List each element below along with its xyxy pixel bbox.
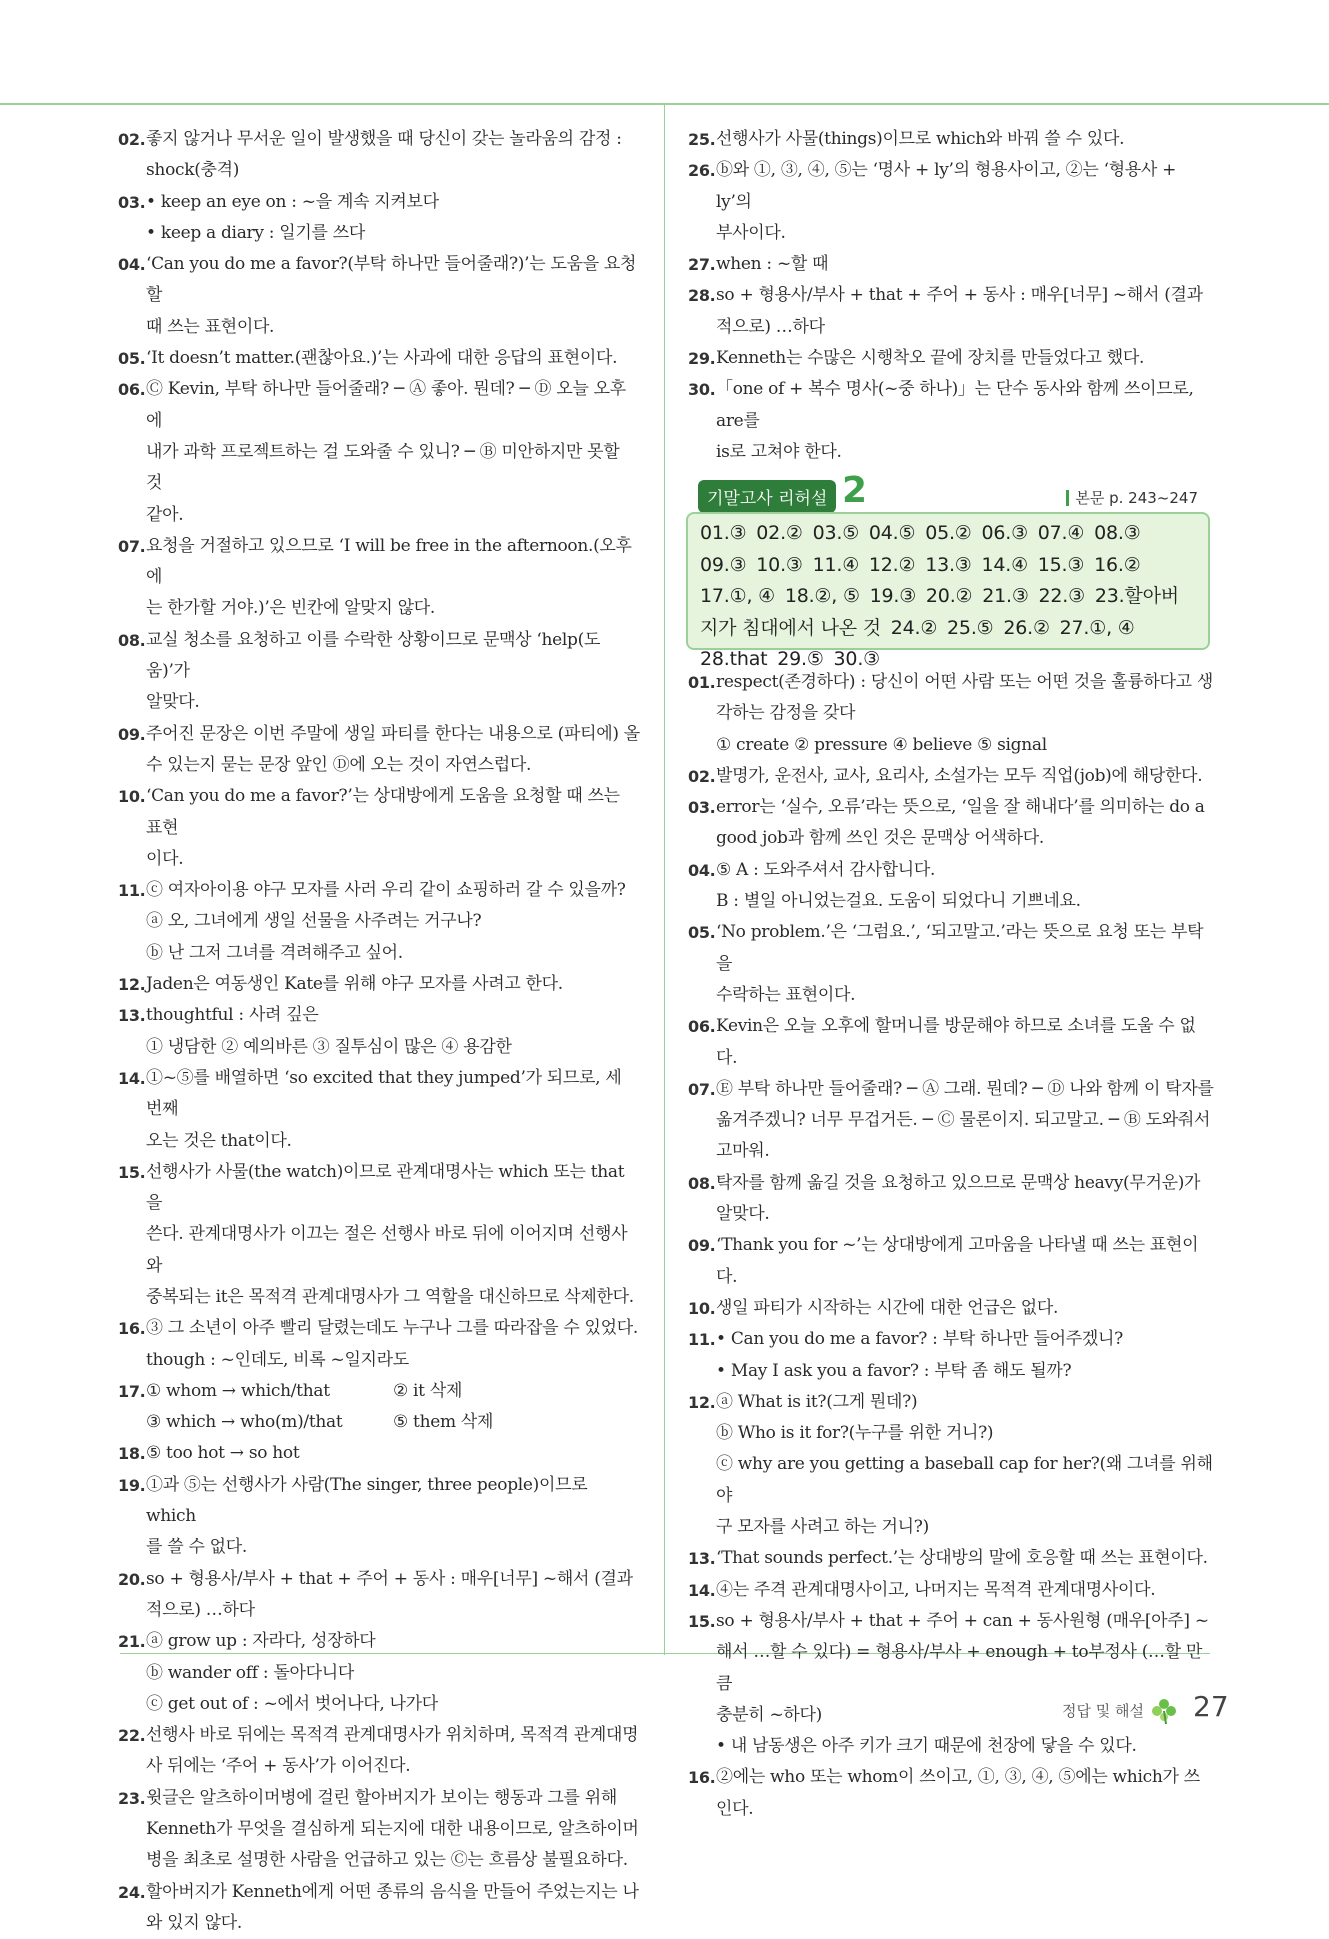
explanation-item (118, 875, 640, 969)
item-number: 07. (118, 536, 146, 556)
explanation-item (118, 374, 640, 530)
item-number: 11. (688, 1330, 716, 1350)
explanation-item (688, 761, 1214, 792)
item-line: 선행사가 사물(the watch)이므로 관계대명사는 which 또는 that을 (146, 1161, 625, 1214)
item-text (716, 855, 1214, 918)
item-line: ④는 주격 관계대명사이고, 나머지는 목적격 관계대명사이다. (716, 1579, 1156, 1600)
item-line: 와 있지 않다. (146, 1912, 242, 1933)
item-number: 30. (688, 380, 716, 400)
answer-entry: 12.② (868, 553, 922, 576)
explanation-item (118, 625, 640, 719)
answer-entry: 18.②, ⑤ (784, 585, 866, 607)
item-text (716, 374, 1214, 468)
item-line: Kevin은 오늘 오후에 할머니를 방문해야 하므로 소녀를 도울 수 없다. (716, 1016, 1196, 1068)
item-line: 같아. (146, 504, 184, 525)
item-line (146, 1376, 640, 1407)
answer-entry: 13.③ (925, 553, 978, 576)
item-line: respect(존경하다) : 당신이 어떤 사람 또는 어떤 것을 훌륭하다고 생 (716, 672, 1213, 692)
item-text (146, 1783, 640, 1877)
answer-entry: 14.④ (981, 553, 1034, 576)
item-number: 21. (118, 1632, 146, 1652)
item-number: 16. (118, 1319, 146, 1339)
item-line: ③ 그 소년이 아주 빨리 달렸는데도 누구나 그를 따라잡을 수 있었다. (146, 1318, 639, 1339)
item-text (716, 124, 1214, 155)
answer-entry: 20.② (925, 585, 979, 607)
item-number: 25. (688, 130, 716, 149)
item-text (146, 531, 640, 625)
answer-entry: 15.③ (1037, 553, 1091, 576)
explanation-item (688, 1074, 1214, 1168)
explanation-item (118, 1783, 640, 1877)
item-line: 를 쓸 수 없다. (146, 1537, 248, 1558)
section-badge: 기말고사 리허설 (698, 480, 836, 513)
item-line: 내가 과학 프로젝트하는 걸 도와줄 수 있니? ─ Ⓑ 미안하지만 못할 것 (146, 441, 620, 494)
item-line: Ⓔ 부탁 하나만 들어줄래? ─ Ⓐ 그래. 뭔데? ─ Ⓓ 나와 함께 이 탁자를 (716, 1078, 1214, 1099)
item-number: 09. (688, 1236, 716, 1256)
item-number: 05. (118, 349, 146, 369)
item-text (146, 625, 640, 719)
section-header (698, 470, 1198, 514)
item-line: 옮겨주겠니? 너무 무겁거든. ─ Ⓒ 물론이지. 되고말고. ─ Ⓑ 도와줘서 (716, 1110, 1211, 1131)
explanation-item (118, 249, 640, 343)
item-line: 사 뒤에는 ‘주어 + 동사’가 이어진다. (146, 1756, 411, 1777)
item-text (716, 667, 1214, 761)
item-line: 탁자를 함께 옮길 것을 요청하고 있으므로 문맥상 heavy(무거운)가 (716, 1172, 1201, 1193)
explanation-item (118, 1564, 640, 1627)
item-line: 알맞다. (146, 692, 200, 713)
item-line: • keep a diary : 일기를 쓰다 (146, 222, 366, 243)
item-line: 적으로) …하다 (146, 1599, 255, 1620)
answer-entry: 19.③ (869, 585, 922, 607)
right-column-top (688, 124, 1214, 468)
item-number: 04. (118, 255, 146, 275)
item-text (716, 1543, 1214, 1574)
answer-entry: 22.③ (1038, 585, 1091, 607)
item-line: ① create ② pressure ④ believe ⑤ signal (716, 734, 1047, 755)
item-text (716, 280, 1214, 343)
explanation-item (118, 1470, 640, 1564)
explanation-item (118, 1157, 640, 1313)
page-number: 27 (1193, 1690, 1229, 1723)
explanation-item (688, 855, 1214, 918)
item-line: • May I ask you a favor? : 부탁 좀 해도 될까? (716, 1360, 1072, 1381)
item-line: good job과 함께 쓰인 것은 문맥상 어색하다. (716, 828, 1044, 849)
item-line: 요청을 거절하고 있으므로 ‘I will be free in the afternoon.(오후에 (146, 535, 632, 588)
explanation-item (688, 667, 1214, 761)
item-line: Kenneth가 무엇을 결심하게 되는지에 대한 내용이므로, 알츠하이머 (146, 1819, 639, 1840)
item-line: 오는 것은 that이다. (146, 1130, 292, 1151)
explanation-item (688, 1230, 1214, 1293)
item-line: 이다. (146, 848, 184, 869)
answer-key-box (686, 512, 1210, 670)
item-number: 10. (688, 1298, 716, 1318)
item-text (716, 1011, 1214, 1074)
explanation-item (688, 917, 1214, 1011)
item-text (146, 187, 640, 250)
item-line: when : ~할 때 (716, 254, 829, 275)
item-line-part: ⑤ them 삭제 (393, 1412, 494, 1433)
item-text (146, 343, 640, 374)
item-text (146, 1564, 640, 1627)
item-line: 각하는 감정을 갖다 (716, 703, 856, 724)
answer-entry: 04.⑤ (868, 522, 922, 544)
item-line: ⑤ too hot → so hot (146, 1443, 300, 1464)
item-line: 할아버지가 Kenneth에게 어떤 종류의 음식을 만들어 주었는지는 나 (146, 1881, 639, 1902)
item-text (716, 155, 1214, 249)
item-number: 06. (688, 1017, 716, 1037)
right-column-bottom (688, 667, 1214, 1825)
item-line: ⓒ get out of : ~에서 벗어나다, 나가다 (146, 1693, 438, 1714)
explanation-item (688, 1606, 1214, 1762)
item-text (716, 1293, 1214, 1324)
answer-entry: 26.② (1003, 616, 1056, 639)
item-line: ‘No problem.’은 ‘그럼요.’, ‘되고말고.’라는 뜻으로 요청 또는 부탁을 (716, 922, 1204, 974)
explanation-item (688, 792, 1214, 855)
item-line: B : 별일 아니었는걸요. 도움이 되었다니 기쁘네요. (716, 891, 1081, 912)
answer-entry: 29.⑤ (777, 648, 830, 670)
explanation-item (118, 124, 640, 187)
item-number: 16. (688, 1768, 716, 1788)
item-line: so + 형용사/부사 + that + 주어 + 동사 : 매우[너무] ~해서 (결과 (716, 285, 1203, 306)
answer-entry: 24.② (890, 616, 944, 639)
item-text (716, 1168, 1214, 1231)
item-line: • keep an eye on : ~을 계속 지켜보다 (146, 191, 439, 212)
item-text (716, 1575, 1214, 1606)
explanation-item (118, 343, 640, 374)
item-text (146, 719, 640, 782)
answer-entry: 21.③ (982, 585, 1035, 607)
answer-entry: 05.② (925, 522, 978, 544)
item-line: ⓒ 여자아이용 야구 모자를 사러 우리 같이 쇼핑하러 갈 수 있을까? (146, 880, 626, 901)
answer-entry: 07.④ (1037, 522, 1091, 544)
item-line: ‘That sounds perfect.’는 상대방의 말에 호응할 때 쓰는 표현이다. (716, 1548, 1208, 1569)
explanation-item (118, 531, 640, 625)
item-number: 28. (688, 286, 716, 306)
explanation-item (688, 1575, 1214, 1606)
answer-entry: 11.④ (812, 553, 865, 576)
explanation-item (688, 124, 1214, 155)
explanation-item (118, 719, 640, 782)
item-number: 07. (688, 1079, 716, 1099)
item-line: 적으로) …하다 (716, 316, 825, 337)
left-column (118, 124, 640, 1939)
item-line: 선행사 바로 뒤에는 목적격 관계대명사가 위치하며, 목적격 관계대명 (146, 1725, 639, 1746)
item-text (146, 374, 640, 530)
item-line: 윗글은 알츠하이머병에 걸린 할아버지가 보이는 행동과 그를 위해 (146, 1787, 618, 1808)
answer-entry: 17.①, ④ (700, 585, 781, 607)
item-line: ①~⑤를 배열하면 ‘so excited that they jumped’가 되므로, 세 번째 (146, 1067, 622, 1120)
item-line: ① 냉담한 ② 예의바른 ③ 질투심이 많은 ④ 용감한 (146, 1036, 512, 1057)
item-number: 11. (118, 881, 146, 901)
item-text (146, 124, 640, 187)
item-number: 13. (688, 1549, 716, 1569)
item-number: 18. (118, 1444, 146, 1464)
item-line: 「one of + 복수 명사(~중 하나)」는 단수 동사와 함께 쓰이므로, are를 (716, 379, 1194, 431)
item-line: 구 모자를 사려고 하는 거니?) (716, 1517, 929, 1538)
explanation-item (688, 249, 1214, 280)
explanation-item (688, 343, 1214, 374)
item-line: 교실 청소를 요청하고 이를 수락한 상황이므로 문맥상 ‘help(도움)’가 (146, 629, 601, 682)
item-number: 03. (118, 192, 146, 212)
item-number: 02. (688, 766, 716, 786)
item-line: ⓑ 난 그저 그녀를 격려해주고 싶어. (146, 942, 403, 963)
explanation-item (118, 1626, 640, 1720)
item-line: ‘Thank you for ~’는 상대방에게 고마움을 나타낼 때 쓰는 표현이다. (716, 1235, 1199, 1287)
item-text (716, 917, 1214, 1011)
item-number: 12. (688, 1392, 716, 1412)
item-line: ⓑ와 ①, ③, ④, ⑤는 ‘명사 + ly’의 형용사이고, ②는 ‘형용사 + ly’의 (716, 160, 1177, 212)
explanation-item (688, 1387, 1214, 1543)
section-badge-number: 2 (842, 470, 868, 511)
item-text (716, 1230, 1214, 1293)
explanation-item (688, 1011, 1214, 1074)
item-number: 29. (688, 349, 716, 369)
item-number: 14. (118, 1068, 146, 1088)
item-line (146, 1407, 640, 1438)
item-number: 14. (688, 1580, 716, 1600)
item-number: 13. (118, 1006, 146, 1026)
answer-entry: 28.that (700, 648, 774, 670)
answer-entry: 08.③ (1094, 522, 1141, 544)
answer-entry: 10.③ (756, 553, 809, 576)
item-line: ⓑ wander off : 돌아다니다 (146, 1662, 354, 1683)
item-text (146, 781, 640, 875)
explanation-item (688, 280, 1214, 343)
item-line-part: ② it 삭제 (393, 1380, 463, 1401)
explanation-item (118, 969, 640, 1000)
item-line: 충분히 ~하다) (716, 1704, 822, 1725)
item-line: ‘Can you do me a favor?(부탁 하나만 들어줄래?)’는 도움을 요청할 (146, 254, 637, 306)
page-reference: 본문 p. 243~247 (1066, 490, 1198, 506)
item-text (716, 1606, 1214, 1762)
item-line: Ⓒ Kevin, 부탁 하나만 들어줄래? ─ Ⓐ 좋아. 뭔데? ─ Ⓓ 오늘 오후에 (146, 379, 626, 431)
item-line: 선행사가 사물(things)이므로 which와 바꿔 쓸 수 있다. (716, 129, 1125, 149)
explanation-item (118, 1063, 640, 1157)
item-text (716, 1074, 1214, 1168)
explanation-item (118, 1313, 640, 1376)
footer-label: 정답 및 해설 (1062, 1702, 1144, 1720)
item-line: ⓐ grow up : 자라다, 성장하다 (146, 1631, 376, 1652)
item-number: 27. (688, 255, 716, 275)
item-number: 03. (688, 798, 716, 818)
item-line: ⑤ A : 도와주셔서 감사합니다. (716, 859, 936, 880)
item-line: 고마워. (716, 1141, 770, 1162)
item-line: 수 있는지 묻는 문장 앞인 Ⓓ에 오는 것이 자연스럽다. (146, 754, 532, 775)
explanation-item (118, 1438, 640, 1469)
item-line: 때 쓰는 표현이다. (146, 316, 275, 337)
item-number: 20. (118, 1569, 146, 1589)
item-text (146, 249, 640, 343)
explanation-item (118, 187, 640, 250)
item-line: ②에는 who 또는 whom이 쓰이고, ①, ③, ④, ⑤에는 which가 쓰인다. (716, 1767, 1200, 1819)
item-text (716, 1324, 1214, 1387)
item-line: so + 형용사/부사 + that + 주어 + can + 동사원형 (매우[아주] ~ (716, 1610, 1209, 1631)
item-line: error는 ‘실수, 오류’라는 뜻으로, ‘일을 잘 해내다’를 의미하는 do a (716, 797, 1205, 818)
answer-entry: 27.①, ④ (1059, 616, 1135, 639)
item-line: ‘Can you do me a favor?’는 상대방에게 도움을 요청할 때 쓰는 표현 (146, 786, 620, 838)
item-number: 23. (118, 1788, 146, 1808)
item-number: 09. (118, 724, 146, 744)
column-divider (664, 105, 665, 1655)
item-line: 좋지 않거나 무서운 일이 발생했을 때 당신이 갖는 놀라움의 감정 : (146, 129, 622, 149)
answer-entry: 02.② (756, 522, 809, 544)
item-line: ⓐ 오, 그녀에게 생일 선물을 사주려는 거구나? (146, 911, 482, 932)
explanation-item (118, 1720, 640, 1783)
item-line: ⓑ Who is it for?(누구를 위한 거니?) (716, 1423, 994, 1444)
item-number: 08. (688, 1173, 716, 1193)
item-number: 22. (118, 1726, 146, 1746)
item-text (146, 1470, 640, 1564)
clover-leaf-icon (1150, 1697, 1178, 1725)
item-number: 19. (118, 1475, 146, 1495)
item-line: 해서 …할 수 있다) = 형용사/부사 + enough + to부정사 (…할 만큼 (716, 1642, 1203, 1694)
explanation-item (688, 1293, 1214, 1324)
explanation-item (118, 781, 640, 875)
item-text (716, 1387, 1214, 1543)
answer-entry: 23.할아버지가 침대에서 나온 것 (700, 585, 1179, 639)
item-text (146, 1157, 640, 1313)
item-line-part: ③ which → who(m)/that (146, 1412, 343, 1433)
item-number: 15. (118, 1162, 146, 1182)
answer-entry: 09.③ (700, 553, 753, 576)
item-line: though : ~인데도, 비록 ~일지라도 (146, 1349, 409, 1370)
item-number: 10. (118, 787, 146, 807)
item-line: 는 한가할 거야.)’은 빈칸에 알맞지 않다. (146, 598, 435, 619)
item-number: 12. (118, 975, 146, 995)
item-line: 중복되는 it은 목적격 관계대명사가 그 역할을 대신하므로 삭제한다. (146, 1286, 634, 1307)
item-line: 부사이다. (716, 222, 786, 243)
item-line: is로 고쳐야 한다. (716, 441, 842, 462)
item-line: 병을 최초로 설명한 사람을 언급하고 있는 Ⓒ는 흐름상 불필요하다. (146, 1850, 628, 1871)
item-text (146, 875, 640, 969)
item-text (146, 1877, 640, 1939)
explanation-item (118, 1000, 640, 1063)
item-line: thoughtful : 사려 깊은 (146, 1005, 319, 1026)
item-text (146, 1720, 640, 1783)
item-line: • Can you do me a favor? : 부탁 하나만 들어주겠니? (716, 1329, 1123, 1350)
item-number: 08. (118, 630, 146, 650)
item-line: Kenneth는 수많은 시행착오 끝에 장치를 만들었다고 했다. (716, 348, 1145, 369)
item-text (716, 343, 1214, 374)
item-text (146, 1063, 640, 1157)
item-text (146, 1313, 640, 1376)
item-number: 02. (118, 130, 146, 149)
item-line: 주어진 문장은 이번 주말에 생일 파티를 한다는 내용으로 (파티에) 올 (146, 723, 640, 744)
answer-entry: 16.② (1094, 553, 1141, 576)
item-text (146, 1376, 640, 1439)
item-line: 생일 파티가 시작하는 시간에 대한 언급은 없다. (716, 1297, 1059, 1318)
item-line: so + 형용사/부사 + that + 주어 + 동사 : 매우[너무] ~해서 (결과 (146, 1568, 633, 1589)
answer-entry: 03.⑤ (812, 522, 865, 544)
explanation-item (118, 1877, 640, 1939)
item-number: 17. (118, 1381, 146, 1401)
answer-entry: 01.③ (700, 522, 753, 544)
answer-entry: 25.⑤ (947, 616, 1000, 639)
explanation-item (688, 155, 1214, 249)
item-number: 26. (688, 161, 716, 181)
item-line: ‘It doesn’t matter.(괜찮아요.)’는 사과에 대한 응답의 표현이다. (146, 348, 618, 369)
explanation-item (688, 1543, 1214, 1574)
item-line: ⓐ What is it?(그게 뭔데?) (716, 1391, 918, 1412)
item-line: ①과 ⑤는 선행사가 사람(The singer, three people)이므로 which (146, 1474, 588, 1527)
item-line: • 내 남동생은 아주 키가 크기 때문에 천장에 닿을 수 있다. (716, 1736, 1137, 1757)
item-line: 쓴다. 관계대명사가 이끄는 절은 선행사 바로 뒤에 이어지며 선행사와 (146, 1224, 628, 1276)
item-line: 알맞다. (716, 1204, 770, 1225)
item-text (146, 1626, 640, 1720)
item-line: 수락하는 표현이다. (716, 984, 856, 1005)
explanation-item (688, 374, 1214, 468)
item-number: 05. (688, 923, 716, 943)
item-text (146, 1000, 640, 1063)
item-number: 24. (118, 1882, 146, 1902)
item-text (146, 969, 640, 1000)
item-text (716, 792, 1214, 855)
item-number: 04. (688, 860, 716, 880)
explanation-item (118, 1376, 640, 1439)
item-line: 발명가, 운전사, 교사, 요리사, 소설가는 모두 직업(job)에 해당한다. (716, 765, 1203, 786)
item-line: ⓒ why are you getting a baseball cap for her?(왜 그녀를 위해 야 (716, 1454, 1213, 1506)
item-line-part: ① whom → which/that (146, 1380, 330, 1401)
item-text (146, 1438, 640, 1469)
item-number: 15. (688, 1611, 716, 1631)
answer-entry: 30.③ (833, 648, 880, 670)
item-text (716, 761, 1214, 792)
item-number: 06. (118, 380, 146, 400)
explanation-item (688, 1168, 1214, 1231)
item-line: Jaden은 여동생인 Kate를 위해 야구 모자를 사려고 한다. (146, 974, 563, 995)
answer-entry: 06.③ (981, 522, 1034, 544)
item-number: 01. (688, 673, 716, 692)
item-line: shock(충격) (146, 160, 240, 181)
item-text (716, 249, 1214, 280)
explanation-item (688, 1324, 1214, 1387)
